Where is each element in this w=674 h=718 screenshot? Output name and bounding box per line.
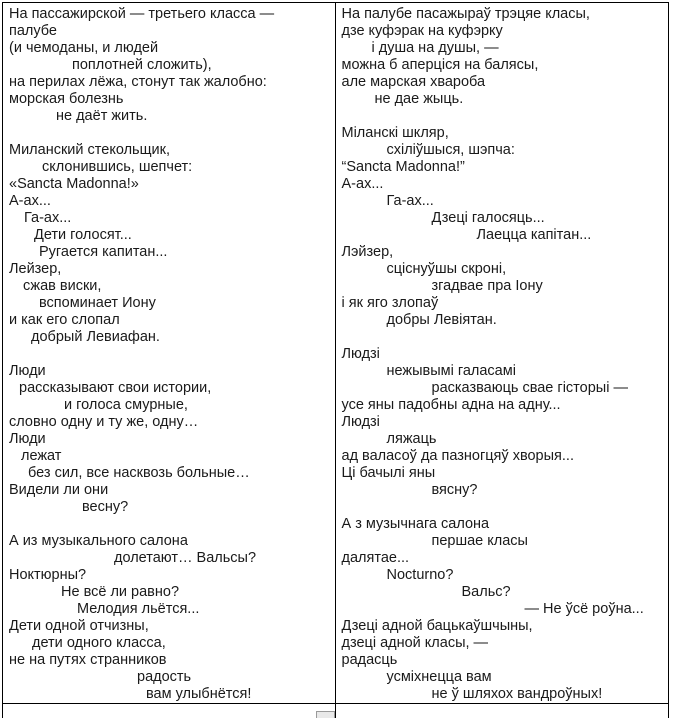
poem-line: склонившись, шепчет: [42,159,193,175]
poem-line: и как его слопал [9,312,120,328]
poem-line: Людзі [341,414,380,430]
poem-line: згадвае пра Іону [431,278,543,294]
poem-line: не на путях странников [9,652,167,668]
poem-line: Видели ли они [9,482,109,498]
poem-line: Мелодия льётся... [77,601,200,617]
poem-line: А-ах... [9,193,51,209]
next-table-row-partial [3,704,668,718]
poem-line: (и чемоданы, и людей [9,40,159,56]
poem-line: “Sancta Madonna!” [341,159,465,175]
poem-line [9,516,329,533]
poem-line: лежат [21,448,62,464]
poem-line: і як яго злопаў [341,295,439,311]
belarusian-column [336,3,669,703]
poem-line: — Не ўсё роўна... [524,601,644,617]
poem-line: дзе куфэрак на куфэрку [341,23,503,39]
poem-line: Га-ах... [386,193,434,209]
poem-line: не дае жыць. [374,91,464,107]
poem-line: на перилах лёжа, стонут так жалобно: [9,74,267,90]
poem-line: радость [137,669,192,685]
poem-line: дети одного класса, [32,635,166,651]
poem-line: Люди [9,431,46,447]
poem-line: А з музычнага салона [341,516,490,532]
poem-line: ад валасоў да пазногцяў хворыя... [341,448,574,464]
poem-line: поплотней сложить), [72,57,212,73]
poem-line: Не всё ли равно? [61,584,180,600]
poem-line [342,329,663,346]
next-row-right-cell [336,704,669,718]
translation-table [2,2,669,718]
poem-line: радасць [341,652,398,668]
poem-line: Лаецца капітан... [476,227,592,243]
poem-line: першае класы [431,533,528,549]
poem-line: далятае... [341,550,410,566]
poem-line: Міланскі шкляр, [341,125,449,141]
poem-line: рассказывают свои истории, [19,380,212,396]
poem-line: Дети одной отчизны, [9,618,149,634]
poem-line: и голоса смурные, [64,397,188,413]
poem-line: Nocturno? [386,567,454,583]
poem-line: весну? [82,499,129,515]
poem-row [3,3,668,704]
poem-line: усе яны падобны адна на адну... [341,397,561,413]
poem-line: добры Левіятан. [386,312,497,328]
poem-line: нежывымі галасамі [386,363,516,379]
poem-line [9,346,329,363]
poem-line: На пассажирской — третьего класса — [9,6,275,22]
poem-line: Люди [9,363,46,379]
poem-line: не даёт жить. [56,108,148,124]
poem-line: А из музыкального салона [9,533,188,549]
poem-line: Га-ах... [24,210,72,226]
poem-line: Ці бачылі яны [341,465,436,481]
poem-line: без сил, все насквозь больные… [28,465,250,481]
poem-line: вспоминает Иону [39,295,156,311]
poem-line: долетают… Вальсы? [114,550,257,566]
poem-line: А-ах... [341,176,384,192]
poem-line: добрый Левиафан. [31,329,160,345]
next-row-left-cell [3,704,336,718]
poem-line: Вальс? [461,584,511,600]
poem-line: Дзеці галосяць... [431,210,545,226]
poem-line: ляжаць [386,431,437,447]
poem-line [342,108,663,125]
poem-line: морская болезнь [9,91,124,107]
poem-line: На палубе пасажыраў трэцяе класы, [341,6,590,22]
poem-line: расказваюць свае гісторыі — [431,380,628,396]
poem-line: Ругается капитан... [39,244,168,260]
poem-line: сціснуўшы скроні, [386,261,507,277]
poem-line: Дзеці адной бацькаўшчыны, [341,618,533,634]
poem-line: Лэйзер, [341,244,394,260]
poem-line: палубе [9,23,57,39]
poem-line: але марская хвароба [341,74,486,90]
poem-line: Миланский стекольщик, [9,142,170,158]
poem-line: вясну? [431,482,478,498]
poem-line: Дети голосят... [34,227,132,243]
poem-line [9,125,329,142]
poem-line: не ў шляхох вандроўных! [431,686,603,702]
poem-line: схіліўшыся, шэпча: [386,142,515,158]
poem-line: словно одну и ту же, одну… [9,414,199,430]
poem-line: можна б аперціся на балясы, [341,57,539,73]
poem-line [342,499,663,516]
poem-line: Ноктюрны? [9,567,87,583]
poem-line: сжав виски, [23,278,102,294]
russian-column [3,3,336,703]
poem-line: вам улыбнётся! [146,686,252,702]
poem-line: Лейзер, [9,261,62,277]
poem-line: усміхнецца вам [386,669,492,685]
poem-line: і душа на душы, — [371,40,499,56]
poem-line: дзеці адной класы, — [341,635,489,651]
poem-line: «Sancta Madonna!» [9,176,139,192]
poem-line: Людзі [341,346,380,362]
